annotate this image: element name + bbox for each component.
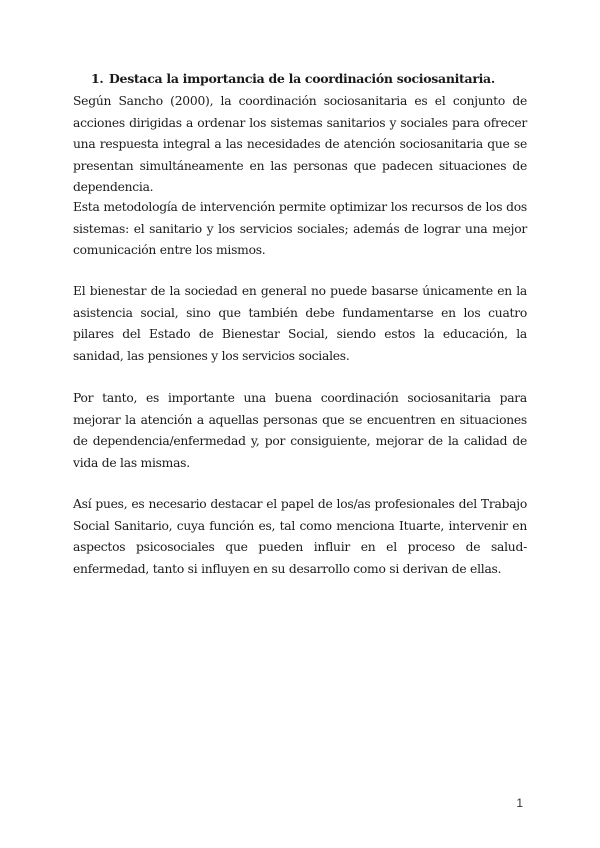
page-number: 1 — [516, 796, 523, 810]
question-title: Destaca la importancia de la coordinación sociosanitaria. — [109, 71, 495, 86]
paragraph-2: Esta metodología de intervención permite optimizar los recursos de los dos sistemas: el sanitario y los servicios sociales; además de lograr una mejor comunicación entre los mismos. — [73, 200, 527, 257]
paragraph-1: Según Sancho (2000), la coordinación sociosanitaria es el conjunto de acciones dirigidas a ordenar los sistemas sanitarios y sociales para ofrecer una respuesta integral a las necesidades de atención sociosanitaria que se presentan simultáneamente en las personas que padecen situaciones de dependencia. — [73, 94, 527, 194]
paragraph-5: Así pues, es necesario destacar el papel de los/as profesionales del Trabajo Social Sanitario, cuya función es, tal como menciona Ituarte, intervenir en aspectos psicosociales que pueden influir en el proceso de salud-enfermedad, tanto si influyen en su desarrollo como si derivan de ellas. — [73, 497, 527, 576]
question-number: 1. — [91, 71, 104, 86]
question-heading — [91, 70, 495, 88]
paragraph-4: Por tanto, es importante una buena coordinación sociosanitaria para mejorar la atención a aquellas personas que se encuentren en situaciones de dependencia/enfermedad y, por consiguiente, mejorar de la calidad de vida de las mismas. — [73, 391, 527, 470]
paragraph-3: El bienestar de la sociedad en general no puede basarse únicamente en la asistencia social, sino que también debe fundamentarse en los cuatro pilares del Estado de Bienestar Social, siendo estos la educación, la sanidad, las pensiones y los servicios sociales. — [73, 284, 527, 363]
